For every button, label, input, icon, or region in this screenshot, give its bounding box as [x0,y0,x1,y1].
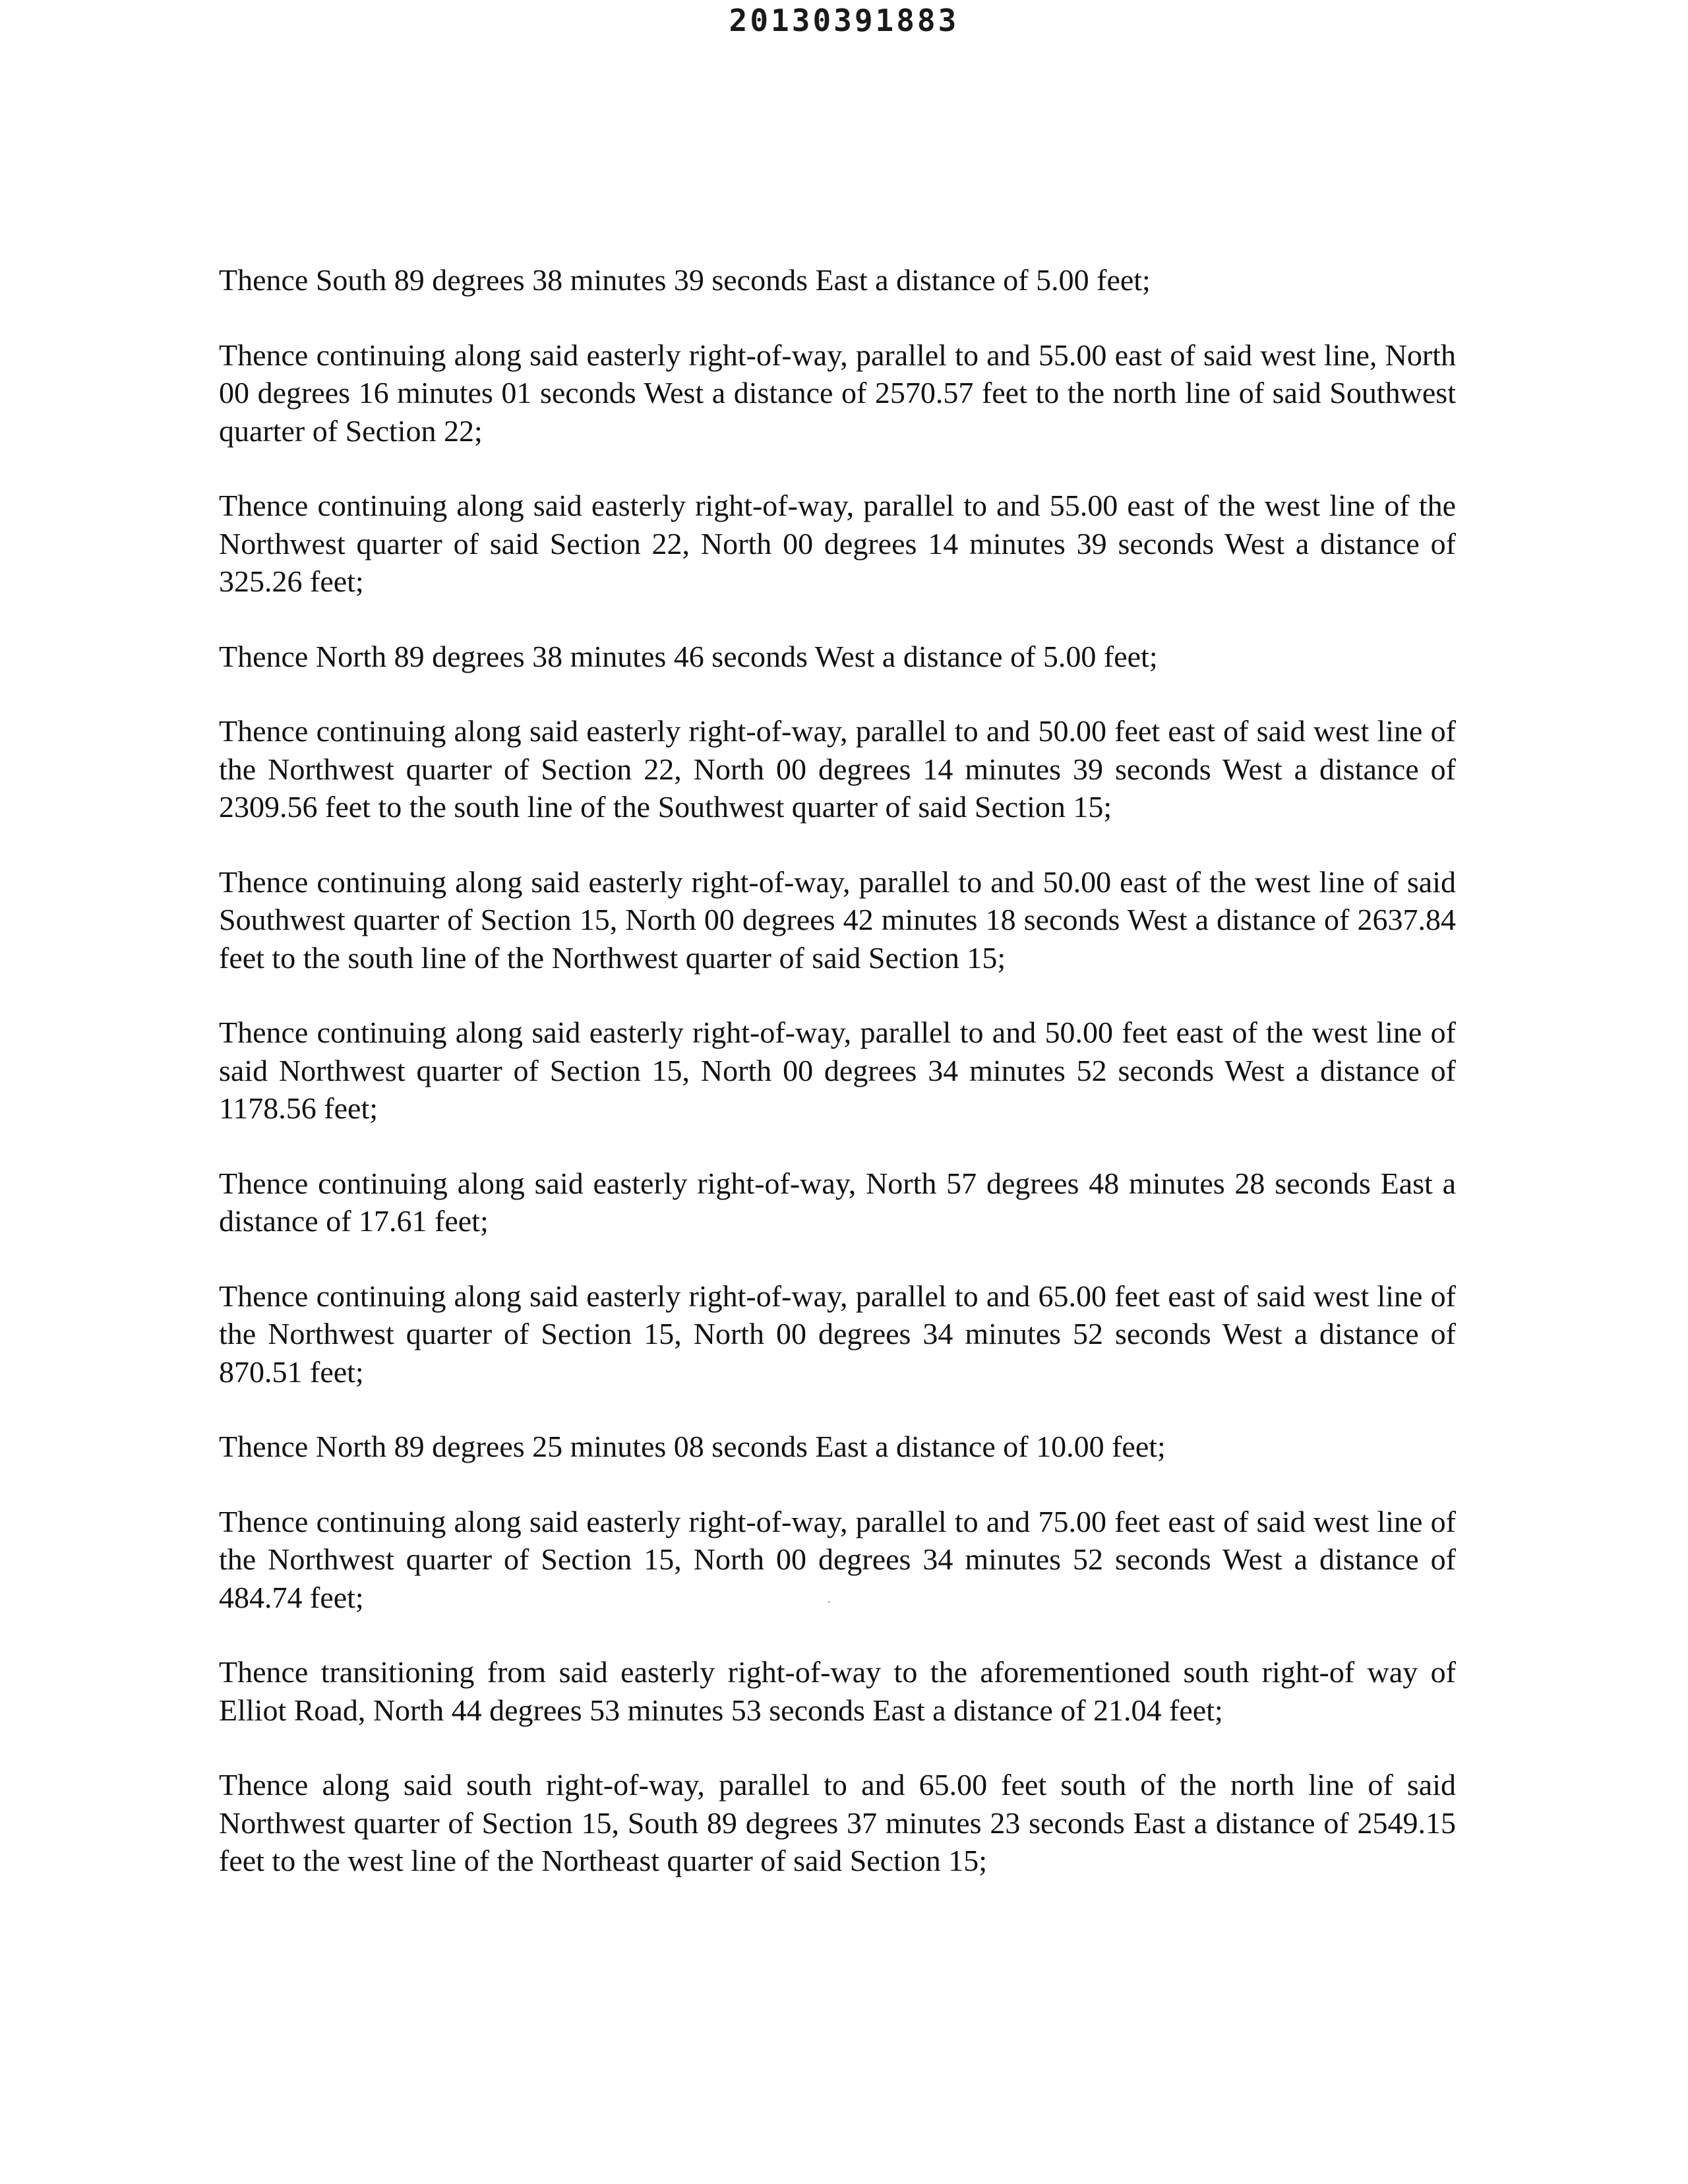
scan-speck [828,1601,830,1603]
legal-paragraph: Thence continuing along said easterly right-of-way, parallel to and 50.00 feet east of said west line of the Northwest quarter of Section 22, North 00 degrees 14 minutes 39 seconds West a distance of 2309.56 feet to the south line of the Southwest quarter of said Section 15; [219,714,1456,824]
document-number: 20130391883 [729,3,959,38]
legal-paragraph: Thence South 89 degrees 38 minutes 39 seconds East a distance of 5.00 feet; [219,263,1151,297]
legal-paragraph: Thence North 89 degrees 38 minutes 46 seconds West a distance of 5.00 feet; [219,639,1158,673]
legal-paragraph: Thence continuing along said easterly right-of-way, North 57 degrees 48 minutes 28 seconds East a distance of 17.61 feet; [219,1166,1456,1238]
legal-paragraph: Thence continuing along said easterly right-of-way, parallel to and 75.00 feet east of said west line of the Northwest quarter of Section 15, North 00 degrees 34 minutes 52 seconds West a distance of 484.74 feet; [219,1504,1456,1614]
legal-description-body [219,261,1456,1880]
legal-paragraph: Thence continuing along said easterly right-of-way, parallel to and 65.00 feet east of said west line of the Northwest quarter of Section 15, North 00 degrees 34 minutes 52 seconds West a distance of 870.51 feet; [219,1279,1456,1389]
legal-paragraph: Thence along said south right-of-way, parallel to and 65.00 feet south of the north line of said Northwest quarter of Section 15, South 89 degrees 37 minutes 23 seconds East a distance of 2549.15 feet to the west line of the Northeast quarter of said Section 15; [219,1768,1456,1877]
legal-paragraph: Thence continuing along said easterly right-of-way, parallel to and 50.00 east of the west line of said Southwest quarter of Section 15, North 00 degrees 42 minutes 18 seconds West a distance of 2637.84 feet to the south line of the Northwest quarter of said Section 15; [219,864,1456,975]
legal-paragraph: Thence North 89 degrees 25 minutes 08 seconds East a distance of 10.00 feet; [219,1430,1166,1463]
legal-paragraph: Thence continuing along said easterly right-of-way, parallel to and 55.00 east of said west line, North 00 degrees 16 minutes 01 seconds West a distance of 2570.57 feet to the north line of said Southwest quarter of Section 22; [219,338,1456,448]
legal-paragraph: Thence transitioning from said easterly right-of-way to the aforementioned south right-of way of Elliot Road, North 44 degrees 53 minutes 53 seconds East a distance of 21.04 feet; [219,1655,1456,1727]
legal-paragraph: Thence continuing along said easterly right-of-way, parallel to and 55.00 east of the west line of the Northwest quarter of said Section 22, North 00 degrees 14 minutes 39 seconds West a distance of 325.26 feet; [219,489,1456,598]
legal-paragraph: Thence continuing along said easterly right-of-way, parallel to and 50.00 feet east of the west line of said Northwest quarter of Section 15, North 00 degrees 34 minutes 52 seconds West a distance of 1178.56 feet; [219,1016,1456,1125]
